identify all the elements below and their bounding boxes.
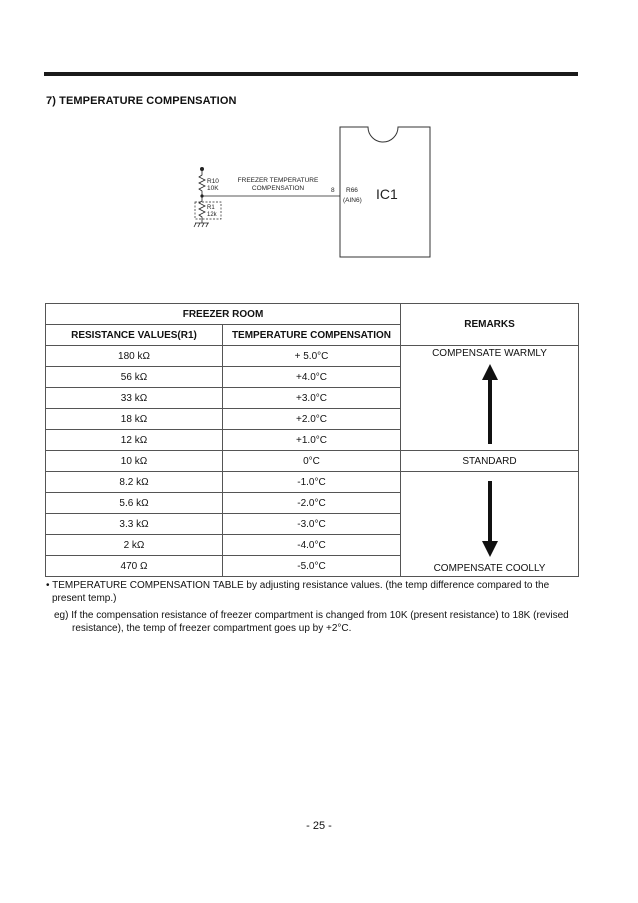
- supply-node: [200, 167, 204, 171]
- top-rule: [44, 72, 578, 76]
- arrow-up-icon: [480, 364, 500, 446]
- r1-value: 12k: [207, 212, 217, 218]
- r10-resistor: [199, 171, 205, 195]
- bullet: •: [46, 580, 50, 591]
- signal-label-line1: FREEZER TEMPERATURE: [237, 177, 319, 184]
- table-row: [46, 472, 579, 493]
- section-title: 7) TEMPERATURE COMPENSATION: [46, 95, 237, 107]
- compensation-cell: +4.0°C: [223, 367, 401, 388]
- ic-label: IC1: [376, 186, 398, 202]
- resistance-cell: 2 kΩ: [46, 535, 223, 556]
- compensation-cell: -1.0°C: [223, 472, 401, 493]
- compensation-cell: +1.0°C: [223, 430, 401, 451]
- compensation-header: TEMPERATURE COMPENSATION: [223, 325, 401, 346]
- resistance-cell: 5.6 kΩ: [46, 493, 223, 514]
- compensation-cell: -2.0°C: [223, 493, 401, 514]
- remarks-header: REMARKS: [401, 304, 579, 346]
- pin-function: (AIN6): [343, 197, 362, 204]
- r10-value: 10K: [207, 185, 219, 192]
- resistance-cell: 10 kΩ: [46, 451, 223, 472]
- resistance-cell: 3.3 kΩ: [46, 514, 223, 535]
- compensation-cell: +3.0°C: [223, 388, 401, 409]
- compensation-cell: 0°C: [223, 451, 401, 472]
- resistance-cell: 8.2 kΩ: [46, 472, 223, 493]
- r1-label: R1: [207, 205, 215, 211]
- page-number: - 25 -: [306, 820, 332, 832]
- circuit-schematic: [190, 125, 450, 265]
- table-row: [46, 451, 579, 472]
- compensation-cell: + 5.0°C: [223, 346, 401, 367]
- resistance-cell: 33 kΩ: [46, 388, 223, 409]
- remark-warm: COMPENSATE WARMLY: [432, 348, 547, 359]
- r10-label: R10: [207, 178, 219, 185]
- note-main-text: TEMPERATURE COMPENSATION TABLE by adjusting resistance values. (the temp difference compared to the present temp.): [52, 580, 550, 604]
- ground-symbol: [194, 223, 209, 227]
- note-example: eg) If the compensation resistance of freezer compartment is changed from 10K (present resistance) to 18K (revised resistance), the temp of freezer compartment goes up by +2°C.: [54, 610, 569, 634]
- resistance-cell: 470 Ω: [46, 556, 223, 577]
- signal-label-line2: COMPENSATION: [251, 185, 305, 192]
- compensation-cell: -4.0°C: [223, 535, 401, 556]
- remarks-warm-cell: [401, 346, 579, 451]
- notes: [42, 580, 582, 635]
- remark-standard: STANDARD: [401, 451, 579, 472]
- resistance-header: RESISTANCE VALUES(R1): [46, 325, 223, 346]
- note-main: [42, 580, 582, 605]
- remark-cool: COMPENSATE COOLLY: [433, 563, 546, 574]
- resistance-cell: 18 kΩ: [46, 409, 223, 430]
- group-header: FREEZER ROOM: [46, 304, 401, 325]
- resistance-cell: 180 kΩ: [46, 346, 223, 367]
- resistance-cell: 56 kΩ: [46, 367, 223, 388]
- compensation-table: [45, 303, 579, 577]
- remarks-cool-cell: [401, 472, 579, 577]
- compensation-cell: +2.0°C: [223, 409, 401, 430]
- header-row-group: [46, 304, 579, 325]
- arrow-down-icon: [480, 481, 500, 557]
- resistance-cell: 12 kΩ: [46, 430, 223, 451]
- table-row: [46, 346, 579, 367]
- pin-name: R66: [346, 187, 358, 194]
- pin-number: 8: [331, 187, 335, 194]
- compensation-cell: -3.0°C: [223, 514, 401, 535]
- compensation-cell: -5.0°C: [223, 556, 401, 577]
